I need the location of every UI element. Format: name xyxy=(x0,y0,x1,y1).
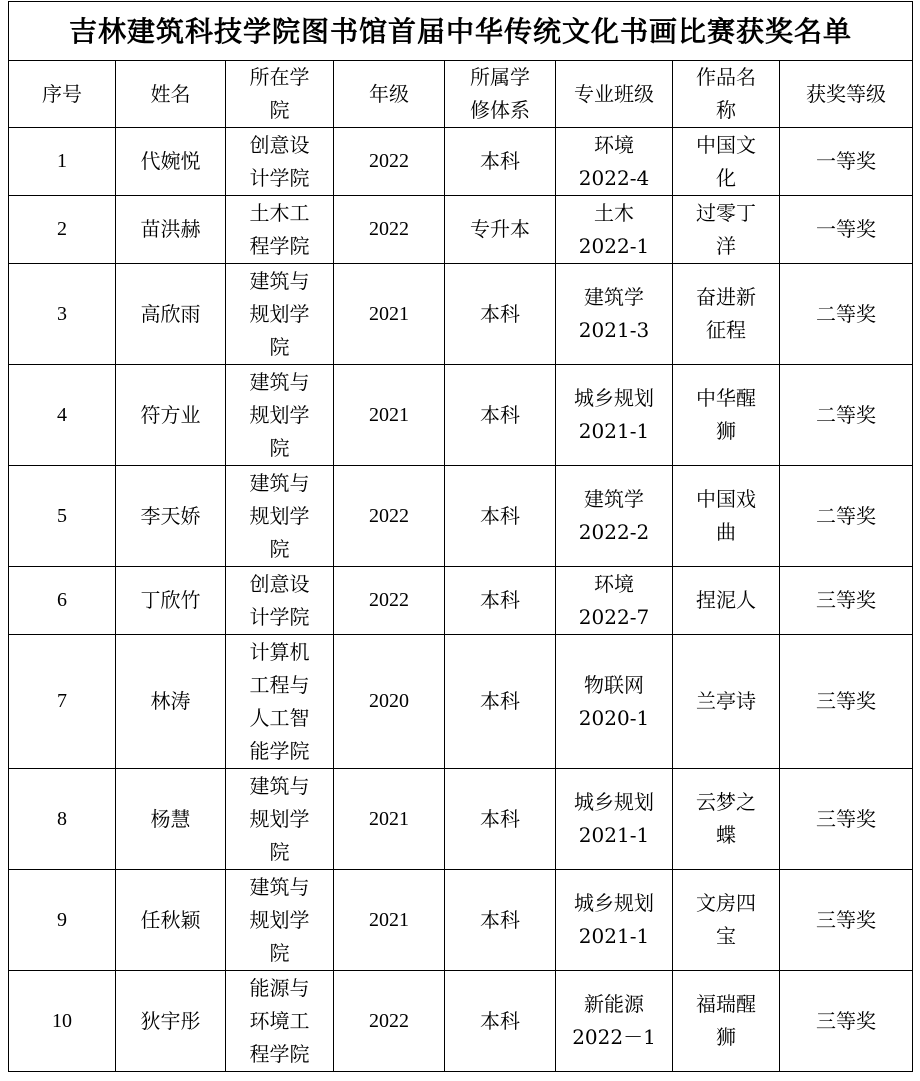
header-name: 姓名 xyxy=(116,61,226,128)
cell-name: 代婉悦 xyxy=(116,128,226,196)
cell-class: 土木 2022-1 xyxy=(556,196,673,264)
header-row xyxy=(9,61,913,128)
header-class: 专业班级 xyxy=(556,61,673,128)
cell-award: 一等奖 xyxy=(780,196,913,264)
cell-system: 本科 xyxy=(445,567,556,635)
cell-system: 本科 xyxy=(445,365,556,466)
cell-no: 8 xyxy=(9,769,116,870)
cell-award: 一等奖 xyxy=(780,128,913,196)
cell-grade: 2021 xyxy=(334,264,445,365)
table-row xyxy=(9,128,913,196)
table-row xyxy=(9,971,913,1072)
cell-class: 城乡规划 2021-1 xyxy=(556,870,673,971)
cell-class: 城乡规划 2021-1 xyxy=(556,769,673,870)
cell-no: 4 xyxy=(9,365,116,466)
cell-name: 狄宇彤 xyxy=(116,971,226,1072)
cell-work: 文房四 宝 xyxy=(673,870,780,971)
header-grade: 年级 xyxy=(334,61,445,128)
cell-work: 中华醒 狮 xyxy=(673,365,780,466)
cell-college: 建筑与 规划学 院 xyxy=(226,264,334,365)
cell-college: 能源与 环境工 程学院 xyxy=(226,971,334,1072)
cell-award: 三等奖 xyxy=(780,635,913,769)
cell-no: 5 xyxy=(9,466,116,567)
cell-no: 2 xyxy=(9,196,116,264)
cell-award: 二等奖 xyxy=(780,264,913,365)
cell-college: 建筑与 规划学 院 xyxy=(226,870,334,971)
cell-award: 二等奖 xyxy=(780,365,913,466)
table-row xyxy=(9,365,913,466)
cell-award: 三等奖 xyxy=(780,567,913,635)
cell-grade: 2022 xyxy=(334,567,445,635)
cell-class: 新能源 2022－1 xyxy=(556,971,673,1072)
table-row xyxy=(9,870,913,971)
cell-name: 李天娇 xyxy=(116,466,226,567)
cell-class: 物联网 2020-1 xyxy=(556,635,673,769)
cell-no: 9 xyxy=(9,870,116,971)
cell-grade: 2022 xyxy=(334,196,445,264)
cell-no: 3 xyxy=(9,264,116,365)
cell-class: 建筑学 2022-2 xyxy=(556,466,673,567)
cell-award: 二等奖 xyxy=(780,466,913,567)
header-college: 所在学 院 xyxy=(226,61,334,128)
cell-college: 创意设 计学院 xyxy=(226,128,334,196)
cell-college: 建筑与 规划学 院 xyxy=(226,466,334,567)
table-row xyxy=(9,466,913,567)
cell-work: 奋进新 征程 xyxy=(673,264,780,365)
table-row xyxy=(9,264,913,365)
header-system: 所属学 修体系 xyxy=(445,61,556,128)
header-award: 获奖等级 xyxy=(780,61,913,128)
cell-name: 林涛 xyxy=(116,635,226,769)
cell-system: 本科 xyxy=(445,635,556,769)
cell-no: 10 xyxy=(9,971,116,1072)
cell-college: 建筑与 规划学 院 xyxy=(226,365,334,466)
cell-no: 6 xyxy=(9,567,116,635)
cell-work: 云梦之 蝶 xyxy=(673,769,780,870)
cell-work: 福瑞醒 狮 xyxy=(673,971,780,1072)
cell-college: 创意设 计学院 xyxy=(226,567,334,635)
cell-award: 三等奖 xyxy=(780,870,913,971)
cell-work: 捏泥人 xyxy=(673,567,780,635)
cell-college: 计算机 工程与 人工智 能学院 xyxy=(226,635,334,769)
cell-class: 环境 2022-7 xyxy=(556,567,673,635)
cell-name: 高欣雨 xyxy=(116,264,226,365)
cell-system: 本科 xyxy=(445,128,556,196)
cell-system: 本科 xyxy=(445,971,556,1072)
table-row xyxy=(9,635,913,769)
cell-name: 符方业 xyxy=(116,365,226,466)
table-row xyxy=(9,769,913,870)
table-row xyxy=(9,196,913,264)
cell-class: 建筑学 2021-3 xyxy=(556,264,673,365)
cell-grade: 2022 xyxy=(334,466,445,567)
cell-grade: 2021 xyxy=(334,365,445,466)
cell-work: 中国戏 曲 xyxy=(673,466,780,567)
cell-grade: 2021 xyxy=(334,870,445,971)
table-row xyxy=(9,567,913,635)
cell-college: 土木工 程学院 xyxy=(226,196,334,264)
cell-class: 环境 2022-4 xyxy=(556,128,673,196)
cell-work: 兰亭诗 xyxy=(673,635,780,769)
header-no: 序号 xyxy=(9,61,116,128)
cell-award: 三等奖 xyxy=(780,971,913,1072)
cell-work: 中国文 化 xyxy=(673,128,780,196)
award-table xyxy=(8,1,913,1072)
cell-college: 建筑与 规划学 院 xyxy=(226,769,334,870)
cell-no: 7 xyxy=(9,635,116,769)
page-title: 吉林建筑科技学院图书馆首届中华传统文化书画比赛获奖名单 xyxy=(9,2,913,61)
cell-system: 本科 xyxy=(445,870,556,971)
cell-no: 1 xyxy=(9,128,116,196)
cell-grade: 2020 xyxy=(334,635,445,769)
cell-grade: 2021 xyxy=(334,769,445,870)
cell-name: 任秋颖 xyxy=(116,870,226,971)
cell-system: 本科 xyxy=(445,264,556,365)
header-work: 作品名 称 xyxy=(673,61,780,128)
cell-name: 丁欣竹 xyxy=(116,567,226,635)
cell-system: 本科 xyxy=(445,466,556,567)
cell-name: 杨慧 xyxy=(116,769,226,870)
cell-work: 过零丁 洋 xyxy=(673,196,780,264)
cell-grade: 2022 xyxy=(334,128,445,196)
cell-system: 本科 xyxy=(445,769,556,870)
title-row xyxy=(9,2,913,61)
cell-class: 城乡规划 2021-1 xyxy=(556,365,673,466)
cell-award: 三等奖 xyxy=(780,769,913,870)
cell-name: 苗洪赫 xyxy=(116,196,226,264)
cell-system: 专升本 xyxy=(445,196,556,264)
cell-grade: 2022 xyxy=(334,971,445,1072)
